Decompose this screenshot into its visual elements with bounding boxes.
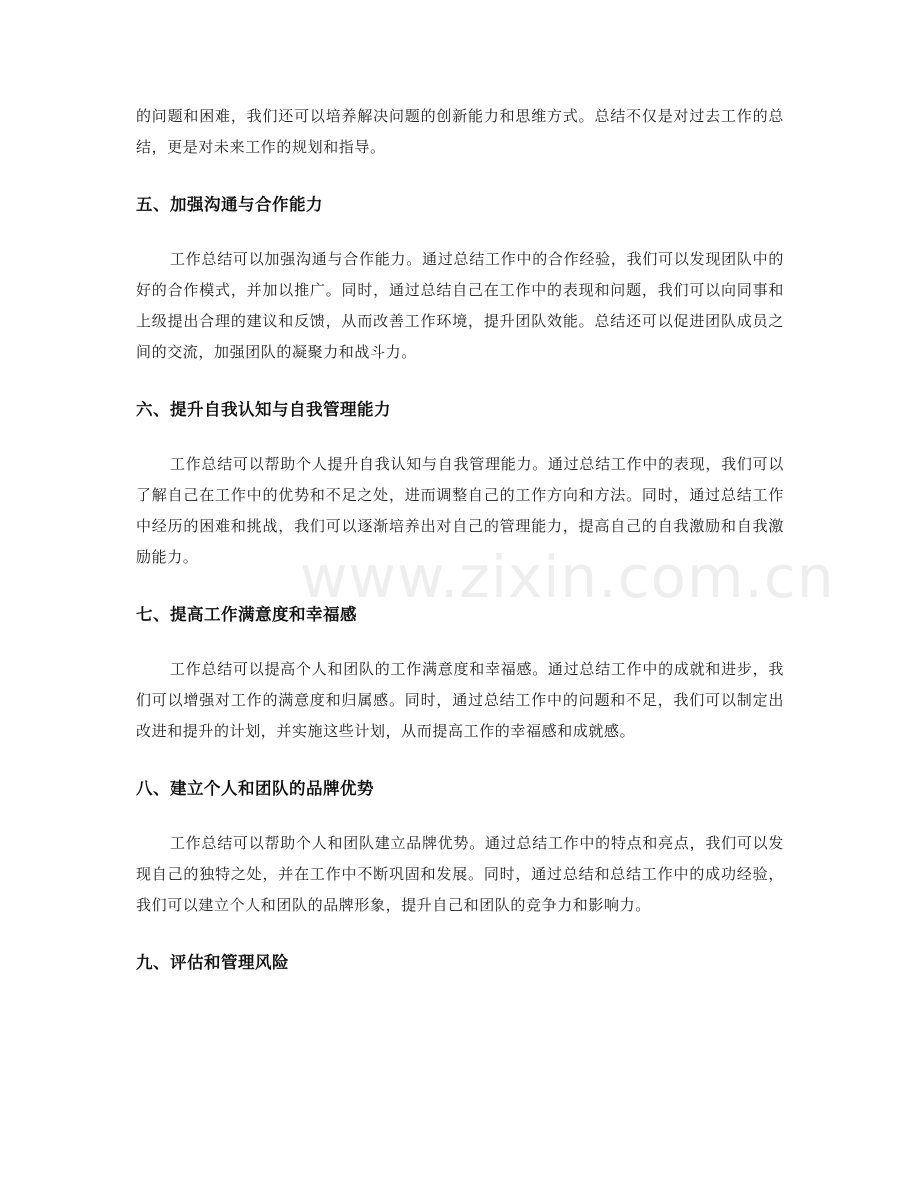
section-heading-7: 七、提高工作满意度和幸福感 <box>136 605 357 624</box>
section-heading-8: 八、建立个人和团队的品牌优势 <box>136 779 374 798</box>
paragraph-section-7: 工作总结可以提高个人和团队的工作满意度和幸福感。通过总结工作中的成就和进步，我们可以增强对工作的满意度和归属感。同时，通过总结工作中的问题和不足，我们可以制定出改进和提升的计划，并实施这些计划，从而提高工作的幸福感和成就感。 <box>136 660 784 740</box>
paragraph-section-6: 工作总结可以帮助个人提升自我认知与自我管理能力。通过总结工作中的表现，我们可以了解自己在工作中的优势和不足之处，进而调整自己的工作方向和方法。同时，通过总结工作中经历的困难和挑战，我们可以逐渐培养出对自己的管理能力，提高自己的自我激励和自我激励能力。 <box>136 455 784 566</box>
section-heading-9: 九、评估和管理风险 <box>136 953 289 972</box>
section-heading-6: 六、提升自我认知与自我管理能力 <box>136 400 391 419</box>
document-body <box>136 101 784 978</box>
paragraph-section-8: 工作总结可以帮助个人和团队建立品牌优势。通过总结工作中的特点和亮点，我们可以发现自己的独特之处，并在工作中不断巩固和发展。同时，通过总结和总结工作中的成功经验，我们可以建立个人和团队的品牌形象，提升自己和团队的竞争力和影响力。 <box>136 834 784 914</box>
section-heading-5: 五、加强沟通与合作能力 <box>136 195 323 214</box>
paragraph-continued: 的问题和困难，我们还可以培养解决问题的创新能力和思维方式。总结不仅是对过去工作的总结，更是对未来工作的规划和指导。 <box>136 107 784 156</box>
paragraph-section-5: 工作总结可以加强沟通与合作能力。通过总结工作中的合作经验，我们可以发现团队中的好的合作模式，并加以推广。同时，通过总结自己在工作中的表现和问题，我们可以向同事和上级提出合理的建议和反馈，从而改善工作环境，提升团队效能。总结还可以促进团队成员之间的交流，加强团队的凝聚力和战斗力。 <box>136 250 784 361</box>
watermark: www.zixin.com.cn <box>300 543 835 611</box>
